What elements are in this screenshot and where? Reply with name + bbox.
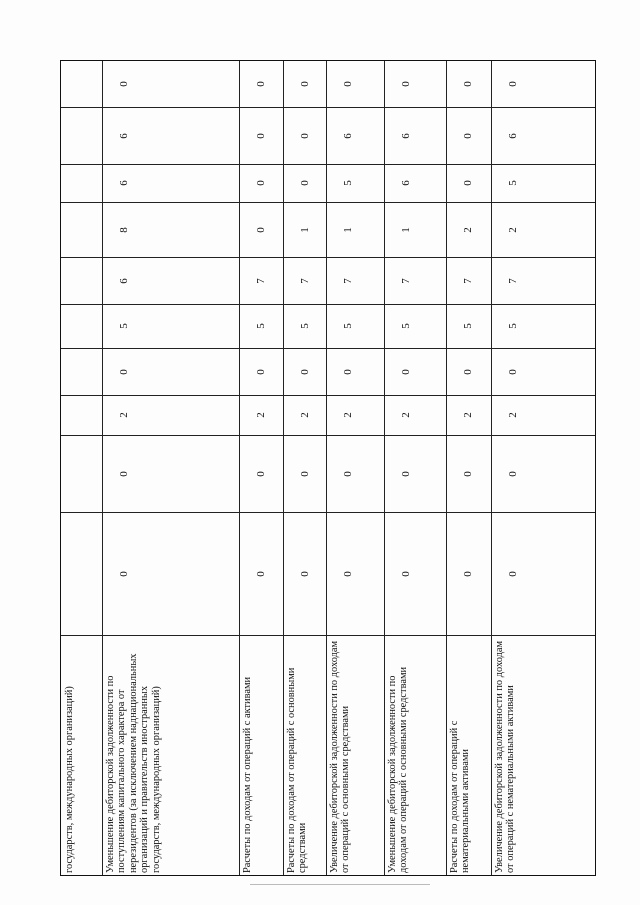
- cell-value: 6: [400, 132, 412, 139]
- cell-value: 0: [298, 368, 311, 375]
- value-cell: [384, 164, 446, 202]
- value-cell: [102, 512, 239, 635]
- row-label-cell: [102, 635, 239, 876]
- cell-value: 6: [118, 277, 130, 284]
- row-label: Уменьшение дебиторской задолженности по доходам от операций с основными средствами: [387, 666, 410, 873]
- cell-value: 0: [255, 570, 267, 577]
- cell-value: 2: [507, 226, 519, 233]
- value-cell: [326, 435, 384, 512]
- value-cell: [239, 257, 283, 304]
- value-cell: [491, 202, 596, 257]
- cell-value: 0: [255, 226, 267, 233]
- cell-value: 2: [462, 412, 474, 418]
- value-cell: [61, 395, 102, 435]
- value-cell: [102, 435, 239, 512]
- cell-value: 0: [298, 81, 311, 87]
- cell-value: 7: [507, 277, 519, 284]
- value-cell: [283, 164, 326, 202]
- value-cell: [326, 61, 384, 107]
- cell-value: 5: [462, 323, 474, 329]
- value-cell: [61, 512, 102, 635]
- cell-value: 5: [342, 323, 354, 329]
- value-cell: [283, 395, 326, 435]
- row-label: Расчеты по доходам от операций с нематериальными активами: [449, 720, 472, 873]
- value-cell: [446, 304, 491, 348]
- cell-value: 6: [118, 132, 130, 139]
- cell-value: 0: [255, 470, 267, 477]
- row-label: государств, международных организаций): [64, 686, 75, 873]
- value-cell: [446, 395, 491, 435]
- cell-value: 0: [507, 81, 519, 87]
- row-label-cell: [61, 635, 102, 876]
- cell-value: 5: [342, 180, 354, 186]
- value-cell: [384, 435, 446, 512]
- cell-value: 0: [342, 570, 354, 577]
- row-label: Расчеты по доходам от операций с активами: [242, 676, 253, 873]
- value-cell: [326, 202, 384, 257]
- value-cell: [102, 61, 239, 107]
- row-label: Уменьшение дебиторской задолженности по поступлениям капитального характера от нерезидентов (за исключением наднациональных организаций и правительств иностранных государств, международных организаций): [105, 653, 162, 873]
- cell-value: 0: [118, 470, 130, 477]
- value-cell: [326, 164, 384, 202]
- rotated-table: [60, 60, 596, 876]
- cell-value: 8: [118, 226, 130, 233]
- value-cell: [61, 107, 102, 164]
- value-cell: [239, 435, 283, 512]
- cell-value: 2: [462, 226, 474, 233]
- cell-value: 0: [342, 81, 354, 87]
- value-cell: [491, 348, 596, 395]
- value-cell: [446, 164, 491, 202]
- cell-value: 7: [400, 277, 412, 284]
- value-cell: [446, 257, 491, 304]
- value-cell: [446, 512, 491, 635]
- cell-value: 0: [342, 368, 354, 375]
- cell-value: 2: [507, 412, 519, 418]
- value-cell: [283, 512, 326, 635]
- cell-value: 2: [400, 412, 412, 418]
- value-cell: [384, 61, 446, 107]
- value-cell: [61, 348, 102, 395]
- cell-value: 7: [298, 277, 311, 284]
- row-label: Увеличение дебиторской задолженности по доходам от операций с нематериальными активами: [494, 640, 517, 873]
- cell-value: 0: [507, 368, 519, 375]
- value-cell: [283, 61, 326, 107]
- value-cell: [239, 304, 283, 348]
- cell-value: 2: [118, 412, 130, 418]
- value-cell: [491, 61, 596, 107]
- value-cell: [384, 257, 446, 304]
- cell-value: 6: [507, 132, 519, 139]
- cell-value: 0: [255, 132, 267, 139]
- value-cell: [491, 435, 596, 512]
- value-cell: [384, 395, 446, 435]
- value-cell: [446, 107, 491, 164]
- value-cell: [283, 107, 326, 164]
- cell-value: 0: [462, 81, 474, 87]
- row-label: Расчеты по доходам от операций с основными средствами: [286, 667, 309, 873]
- value-cell: [61, 257, 102, 304]
- value-cell: [239, 395, 283, 435]
- value-cell: [102, 164, 239, 202]
- value-cell: [283, 202, 326, 257]
- value-cell: [384, 512, 446, 635]
- value-cell: [326, 257, 384, 304]
- value-cell: [61, 304, 102, 348]
- cell-value: 6: [118, 180, 130, 186]
- value-cell: [283, 435, 326, 512]
- cell-value: 0: [255, 180, 267, 186]
- cell-value: 0: [400, 81, 412, 87]
- value-cell: [283, 348, 326, 395]
- value-cell: [283, 257, 326, 304]
- value-cell: [61, 61, 102, 107]
- cell-value: 0: [298, 470, 311, 477]
- cell-value: 0: [462, 180, 474, 186]
- cell-value: 0: [298, 570, 311, 577]
- value-cell: [239, 107, 283, 164]
- row-label-cell: [384, 635, 446, 876]
- cell-value: 0: [462, 368, 474, 375]
- cell-value: 0: [255, 368, 267, 375]
- value-cell: [491, 395, 596, 435]
- cell-value: 0: [462, 132, 474, 139]
- value-cell: [61, 164, 102, 202]
- value-cell: [446, 61, 491, 107]
- cell-value: 0: [298, 132, 311, 139]
- cell-value: 1: [400, 226, 412, 233]
- value-cell: [61, 435, 102, 512]
- value-cell: [102, 304, 239, 348]
- cell-value: 0: [118, 81, 130, 87]
- cell-value: 5: [507, 180, 519, 186]
- cell-value: 0: [118, 570, 130, 577]
- cell-value: 5: [255, 323, 267, 329]
- value-cell: [446, 202, 491, 257]
- value-cell: [102, 202, 239, 257]
- row-label-cell: [446, 635, 491, 876]
- value-cell: [384, 202, 446, 257]
- value-cell: [239, 202, 283, 257]
- cell-value: 2: [298, 412, 311, 418]
- value-cell: [491, 257, 596, 304]
- cell-value: 0: [118, 368, 130, 375]
- cell-value: 1: [342, 226, 354, 233]
- cell-value: 0: [400, 368, 412, 375]
- cell-value: 0: [298, 180, 311, 186]
- value-cell: [326, 107, 384, 164]
- cell-value: 5: [400, 323, 412, 329]
- cell-value: 0: [507, 470, 519, 477]
- cell-value: 5: [507, 323, 519, 329]
- value-cell: [326, 512, 384, 635]
- cell-value: 6: [400, 180, 412, 186]
- scan-edge-line: [250, 884, 430, 885]
- cell-value: 7: [462, 277, 474, 284]
- value-cell: [102, 395, 239, 435]
- value-cell: [239, 61, 283, 107]
- value-cell: [491, 107, 596, 164]
- row-label-cell: [239, 635, 283, 876]
- cell-value: 5: [118, 323, 130, 329]
- value-cell: [384, 107, 446, 164]
- value-cell: [326, 348, 384, 395]
- cell-value: 0: [462, 570, 474, 577]
- value-cell: [239, 348, 283, 395]
- cell-value: 1: [298, 226, 311, 233]
- value-cell: [283, 304, 326, 348]
- cell-value: 0: [462, 470, 474, 477]
- row-label-cell: [491, 635, 596, 876]
- cell-value: 2: [255, 412, 267, 418]
- value-cell: [446, 435, 491, 512]
- cell-value: 0: [400, 570, 412, 577]
- value-cell: [446, 348, 491, 395]
- cell-value: 0: [255, 81, 267, 87]
- value-cell: [326, 395, 384, 435]
- cell-value: 7: [255, 277, 267, 284]
- value-cell: [384, 348, 446, 395]
- value-cell: [239, 164, 283, 202]
- value-cell: [491, 304, 596, 348]
- value-cell: [326, 304, 384, 348]
- cell-value: 0: [507, 570, 519, 577]
- value-cell: [102, 107, 239, 164]
- cell-value: 5: [298, 323, 311, 329]
- value-cell: [491, 164, 596, 202]
- cell-value: 2: [342, 412, 354, 418]
- cell-value: 0: [400, 470, 412, 477]
- row-label: Увеличение дебиторской задолженности по доходам от операций с основными средствами: [329, 640, 352, 873]
- value-cell: [102, 257, 239, 304]
- cell-value: 6: [342, 132, 354, 139]
- value-cell: [384, 304, 446, 348]
- value-cell: [102, 348, 239, 395]
- row-label-cell: [283, 635, 326, 876]
- cell-value: 0: [342, 470, 354, 477]
- value-cell: [61, 202, 102, 257]
- value-cell: [491, 512, 596, 635]
- cell-value: 7: [342, 277, 354, 284]
- row-label-cell: [326, 635, 384, 876]
- value-cell: [239, 512, 283, 635]
